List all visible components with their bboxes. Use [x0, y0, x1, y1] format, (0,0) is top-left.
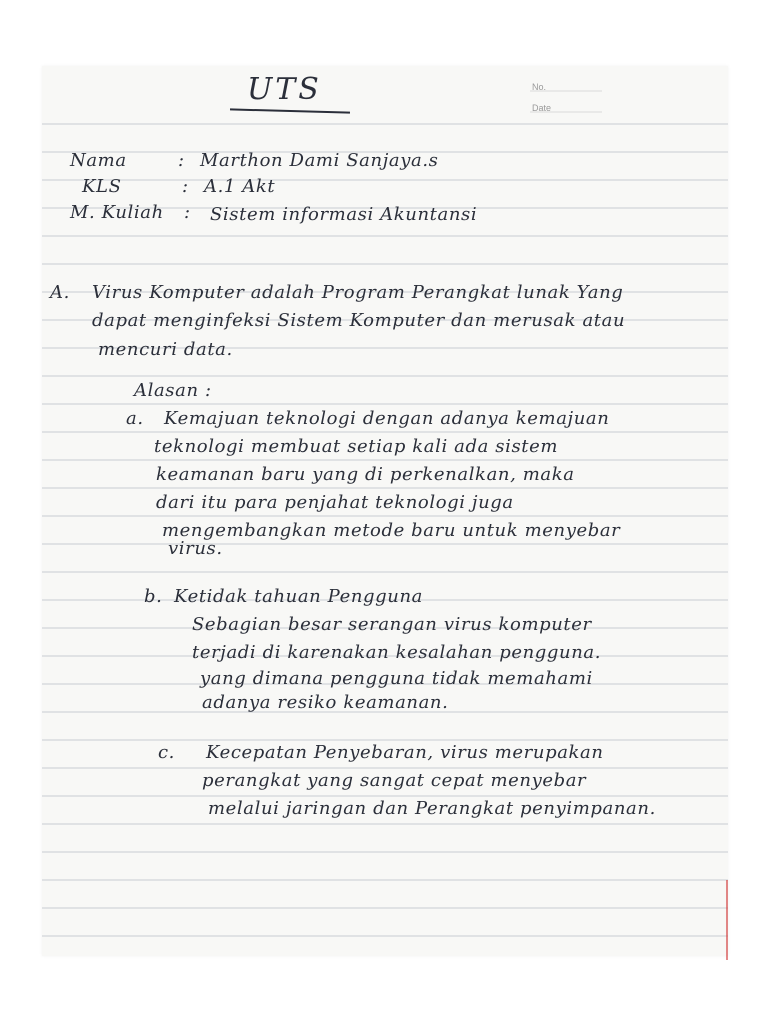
section-a-line-2: dapat menginfeksi Sistem Komputer dan merusak atau [92, 310, 626, 331]
class-label: KLS [82, 176, 122, 197]
item-a-line-1: Kemajuan teknologi dengan adanya kemajuan [164, 408, 610, 429]
item-c-line-1: Kecepatan Penyebaran, virus merupakan [206, 742, 604, 763]
item-b-line-3: terjadi di karenakan kesalahan pengguna. [192, 642, 602, 663]
margin-mark [726, 880, 728, 960]
course-label: M. Kuliah [70, 202, 164, 223]
page-title: UTS [247, 72, 322, 107]
item-b-line-1: Ketidak tahuan Pengguna [174, 586, 423, 607]
item-b-line-5: adanya resiko keamanan. [202, 692, 449, 713]
name-sep: : [178, 150, 185, 171]
item-c-line-2: perangkat yang sangat cepat menyebar [202, 770, 587, 791]
item-c-marker: c. [158, 742, 176, 763]
item-b-line-4: yang dimana pengguna tidak memahami [200, 668, 593, 689]
item-a-line-3: keamanan baru yang di perkenalkan, maka [156, 464, 575, 485]
section-a-marker: A. [50, 282, 70, 303]
name-label: Nama [70, 150, 127, 171]
item-a-line-6: virus. [168, 538, 223, 559]
date-label: Date [532, 103, 552, 113]
alasan-heading: Alasan : [134, 380, 212, 401]
section-a-line-3: mencuri data. [98, 339, 233, 360]
class-sep: : [182, 176, 189, 197]
name-value: Marthon Dami Sanjaya.s [200, 150, 439, 171]
course-sep: : [184, 202, 191, 223]
item-a-line-2: teknologi membuat setiap kali ada sistem [154, 436, 559, 457]
item-b-line-2: Sebagian besar serangan virus komputer [192, 614, 592, 635]
notebook-page [42, 66, 728, 956]
item-a-line-4: dari itu para penjahat teknologi juga [156, 492, 514, 513]
item-a-line-5: mengembangkan metode baru untuk menyebar [162, 520, 621, 541]
section-a-line-1: Virus Komputer adalah Program Perangkat lunak Yang [92, 282, 624, 303]
item-c-line-3: melalui jaringan dan Perangkat penyimpanan. [208, 798, 656, 819]
item-a-marker: a. [126, 408, 144, 429]
class-value: A.1 Akt [204, 176, 276, 197]
item-b-marker: b. [144, 586, 163, 607]
no-label: No. [532, 82, 547, 92]
course-value: Sistem informasi Akuntansi [210, 204, 478, 225]
